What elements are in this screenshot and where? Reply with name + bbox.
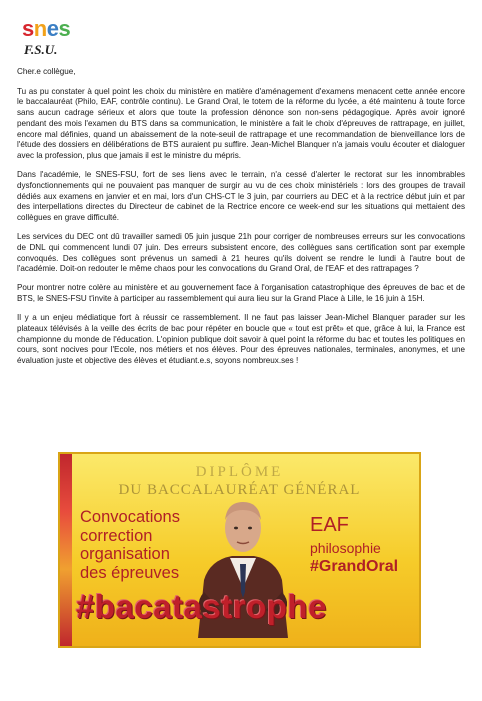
poster-word-organisation: organisation (80, 545, 170, 563)
poster-word-eaf: EAF (310, 514, 349, 536)
bacatastrophe-poster (58, 452, 421, 648)
poster-word-grand-oral: #GrandOral (310, 558, 399, 575)
logo-letter-n: n (33, 16, 47, 41)
poster-diplome-title: DIPLÔME (195, 464, 284, 480)
poster-word-philosophie: philosophie (310, 540, 381, 556)
logo-snes-wordmark (22, 16, 70, 42)
letter-greeting: Cher.e collègue, (17, 67, 76, 76)
poster-right-words (310, 514, 398, 576)
letter-paragraph-4: Pour montrer notre colère au ministère et au gouvernement face à l'organisation catastrophique des épreuves de bac et de BTS, le SNES-FSU t'invite à participer au rassemblement qui aura lieu sur la Grand Place à Lille, le 16 juin à 15H. (17, 283, 465, 304)
letter-body (17, 67, 465, 375)
letter-paragraph-1: Tu as pu constater à quel point les choix du ministère en matière d'aménagement d'examens menacent cette année encore le baccalauréat (Philo, EAF, contrôle continu). Le Grand Oral, le totem de la réforme du lycée, a été maintenu à toute force sans aucun cadrage sérieux et alors que toute la profession dénonce son non-sens pédagogique. Après avoir ignoré pendant des mois l'examen du BTS dans sa communication, le ministère a fait le choix d'épreuves de rattrapage, en juillet, encore mal définies, quand un abaissement de la note-seuil de rattrapage et une recommandation de bienveillance lors de l'étude des dossiers en délibérations de BTS auraient pu suffire. Jean-Michel Blanquer n'a jamais voulu écouter et dialoguer avec la profession, plus que jamais il est le ministre du mépris. (17, 86, 465, 160)
poster-word-convocations: Convocations (80, 508, 180, 526)
logo-fsu: F.S.U. (24, 42, 58, 57)
letter-paragraph-3: Les services du DEC ont dû travailler samedi 05 juin jusque 21h pour corriger de nombreuses erreurs sur les convocations de DNL qui commencent lundi 07 juin. Des erreurs subsistent encore, des collègues sans certification sont par exemple convoqués. Des collègues sont prévenus un samedi à 21 heures qu'ils doivent se rendre le lundi à l'autre bout de l'académie. Doit-on redouter le même chaos pour les convocations du Grand Oral, de l'EAF et des rattrapages ? (17, 232, 465, 274)
snes-fsu-logo (20, 16, 88, 64)
poster-word-correction: correction (80, 526, 153, 545)
logo-letter-s1: s (22, 16, 34, 41)
poster-left-words (80, 508, 180, 582)
poster-bac-title: DU BACCALAURÉAT GÉNÉRAL (118, 482, 361, 498)
logo-letter-s2: s (58, 16, 71, 41)
letter-paragraph-5: Il y a un enjeu médiatique fort à réussir ce rassemblement. Il ne faut pas laisser Jean-Michel Blanquer parader sur les plateaux télévisés à la veille des écrits de bac pour répéter en boucle que « tout est prêt» et que, grâce à lui, la France est championne du monde de l'éducation. L'opinion publique doit savoir à quel point la réforme du bac et toutes les politiques en cours, sont nocives pour l'Ecole, nos métiers et nos élèves. Pour des épreuves nationales, terminales, anonymes, et une évaluation juste et objective des élèves et étudiant.e.s, soyons nombreux.ses ! (17, 313, 465, 366)
letter-paragraph-2: Dans l'académie, le SNES-FSU, fort de ses liens avec le terrain, n'a cessé d'alerter le rectorat sur les innombrables dysfonctionnements qui ne pouvaient pas manquer de surgir au vu de ces choix ministériels : lors des groupes de travail dédiés aux examens en janvier et en mai, lors d'un CHS-CT le 3 juin, par courriers au DEC et à la rectrice début juin et par des interpellations directes du Directeur de cabinet de la Rectrice encore ce week-end sur les situations qui mettaient des collègues en grave difficulté. (17, 170, 465, 222)
logo-letter-e: e (46, 16, 59, 41)
poster-hashtag: #bacatastrophe (76, 588, 327, 625)
poster-word-epreuves: des épreuves (80, 563, 180, 582)
